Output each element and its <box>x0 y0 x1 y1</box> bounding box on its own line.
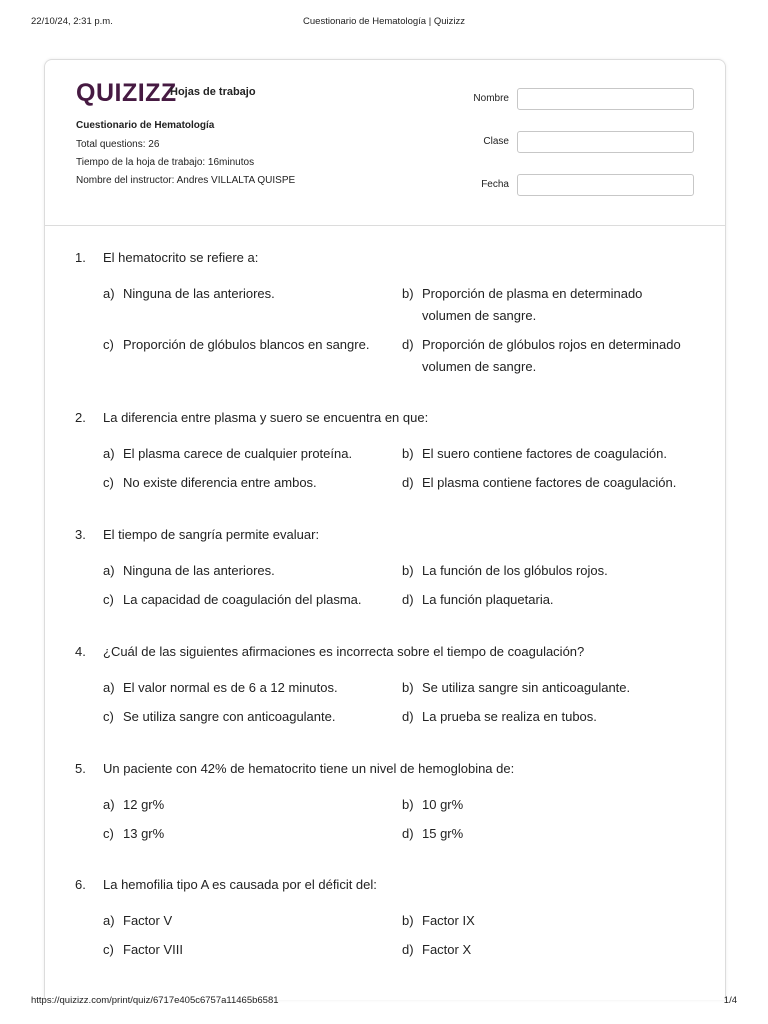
option-letter: b) <box>402 286 414 301</box>
question-number: 3. <box>75 527 86 542</box>
page-number: 1/4 <box>723 995 737 1006</box>
option-letter: c) <box>103 942 114 957</box>
option-letter: d) <box>402 942 414 957</box>
option-letter: a) <box>103 797 115 812</box>
option-letter: a) <box>103 913 115 928</box>
option-letter: c) <box>103 592 114 607</box>
print-date: 22/10/24, 2:31 p.m. <box>31 16 113 27</box>
option-text: La función plaquetaria. <box>422 592 554 607</box>
option-letter: d) <box>402 337 414 352</box>
option-text: La prueba se realiza en tubos. <box>422 709 597 724</box>
class-label: Clase <box>483 136 509 147</box>
date-label: Fecha <box>481 179 509 190</box>
logo-subtitle: Hojas de trabajo <box>170 86 256 98</box>
option-letter: c) <box>103 709 114 724</box>
option-text: Ninguna de las anteriores. <box>123 563 275 578</box>
question-number: 5. <box>75 761 86 776</box>
option-letter: d) <box>402 709 414 724</box>
class-field[interactable] <box>517 131 694 153</box>
option-text: Factor X <box>422 942 472 957</box>
option-text: 15 gr% <box>422 826 464 841</box>
option-letter: d) <box>402 826 414 841</box>
option-text: Proporción de plasma en determinado volumen de sangre. <box>422 286 643 323</box>
quizizz-logo: QUIZIZZ <box>76 79 177 107</box>
option-text: La función de los glóbulos rojos. <box>422 563 608 578</box>
date-field[interactable] <box>517 174 694 196</box>
option-text: La capacidad de coagulación del plasma. <box>123 592 362 607</box>
option-letter: b) <box>402 797 414 812</box>
option-letter: b) <box>402 913 414 928</box>
option-text: Ninguna de las anteriores. <box>123 286 275 301</box>
option-text: Proporción de glóbulos rojos en determinado volumen de sangre. <box>422 337 681 374</box>
worksheet <box>44 59 726 1000</box>
question-number: 6. <box>75 877 86 892</box>
option-letter: b) <box>402 563 414 578</box>
total-questions: Total questions: 26 <box>76 139 160 150</box>
option-text: 13 gr% <box>123 826 165 841</box>
question-number: 2. <box>75 410 86 425</box>
worksheet-header <box>45 60 725 226</box>
question-text: La diferencia entre plasma y suero se encuentra en que: <box>103 410 429 425</box>
option-letter: a) <box>103 680 115 695</box>
option-text: El suero contiene factores de coagulación. <box>422 446 667 461</box>
option-letter: a) <box>103 286 115 301</box>
option-letter: b) <box>402 446 414 461</box>
option-text: El valor normal es de 6 a 12 minutos. <box>123 680 338 695</box>
option-letter: a) <box>103 563 115 578</box>
option-text: Factor V <box>123 913 173 928</box>
worksheet-time: Tiempo de la hoja de trabajo: 16minutos <box>76 157 255 168</box>
option-text: Factor VIII <box>123 942 183 957</box>
option-letter: d) <box>402 592 414 607</box>
question-text: La hemofilia tipo A es causada por el déficit del: <box>103 877 377 892</box>
option-text: El plasma carece de cualquier proteína. <box>123 446 353 461</box>
question-text: El hematocrito se refiere a: <box>103 250 259 265</box>
option-text: 10 gr% <box>422 797 464 812</box>
option-letter: c) <box>103 475 114 490</box>
option-text: No existe diferencia entre ambos. <box>123 475 317 490</box>
question-text: ¿Cuál de las siguientes afirmaciones es incorrecta sobre el tiempo de coagulación? <box>103 644 585 659</box>
question-number: 1. <box>75 250 86 265</box>
print-url: https://quizizz.com/print/quiz/6717e405c6757a11465b6581 <box>31 995 279 1006</box>
option-letter: d) <box>402 475 414 490</box>
option-letter: c) <box>103 337 114 352</box>
quiz-title: Cuestionario de Hematología <box>76 120 215 131</box>
option-text: Se utiliza sangre sin anticoagulante. <box>422 680 631 695</box>
name-label: Nombre <box>473 93 509 104</box>
name-field[interactable] <box>517 88 694 110</box>
question-number: 4. <box>75 644 86 659</box>
option-text: 12 gr% <box>123 797 165 812</box>
question-text: Un paciente con 42% de hematocrito tiene un nivel de hemoglobina de: <box>103 761 515 776</box>
option-text: Factor IX <box>422 913 475 928</box>
print-title: Cuestionario de Hematología | Quizizz <box>303 16 465 27</box>
option-letter: b) <box>402 680 414 695</box>
option-text: Se utiliza sangre con anticoagulante. <box>123 709 336 724</box>
option-text: El plasma contiene factores de coagulación. <box>422 475 677 490</box>
instructor-name: Nombre del instructor: Andres VILLALTA QUISPE <box>76 175 296 186</box>
option-text: Proporción de glóbulos blancos en sangre. <box>123 337 370 352</box>
option-letter: a) <box>103 446 115 461</box>
option-letter: c) <box>103 826 114 841</box>
question-text: El tiempo de sangría permite evaluar: <box>103 527 320 542</box>
